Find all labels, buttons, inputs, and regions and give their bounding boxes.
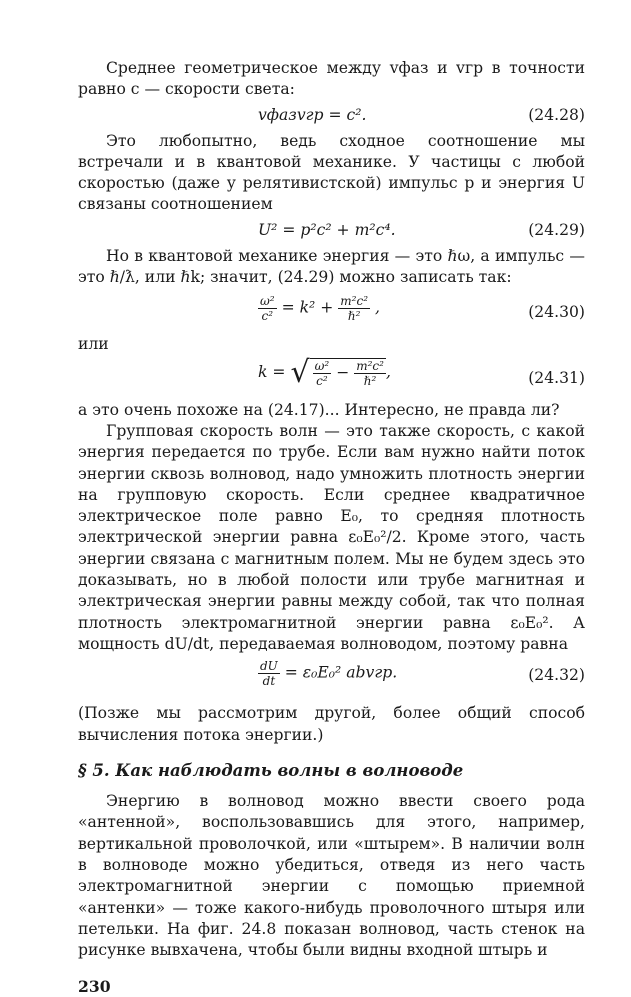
equation-24-32-number: (24.32) (528, 666, 585, 685)
paragraph-3: Но в квантовой механике энергия — это ℏω, а импульс — это ℏ/ƛ, или ℏk; значит, (24.29) можно записать так: (78, 246, 585, 287)
fraction-denominator: dt (262, 674, 276, 689)
minus-sign: − (336, 363, 350, 382)
sqrt-icon: √ (290, 354, 310, 390)
fraction-omega-c (258, 294, 277, 323)
fraction-denominator: ℏ² (347, 309, 361, 324)
equation-end: , (385, 362, 391, 381)
fraction-numerator: m²c² (356, 358, 384, 373)
fraction-denominator: ℏ² (363, 373, 377, 388)
fraction-numerator: ω² (260, 294, 275, 309)
equation-24-28-number: (24.28) (528, 105, 585, 124)
equation-24-29-formula: U² = p²c² + m²c⁴. (258, 220, 396, 239)
fraction-denominator: c² (316, 373, 328, 388)
equation-24-32 (78, 655, 585, 695)
fraction-mc-hbar (354, 359, 386, 388)
equation-24-30-number: (24.30) (528, 303, 585, 322)
equation-middle: = k² + (281, 298, 334, 317)
fraction-du-dt (258, 659, 280, 688)
fraction-numerator: ω² (314, 358, 330, 373)
equation-24-30-formula (258, 294, 380, 323)
equation-24-28 (78, 101, 585, 131)
equation-lhs: k = (258, 362, 286, 381)
paragraph-7: Энергию в волновод можно ввести своего рода «антенной», воспользовавшись для этого, например, вертикальной проволочкой, или «штырем». В наличии волн в волноводе можно убедиться, отведя из него часть электромагнитной энергии с помощью приемной «антенки» — тоже какого-нибудь проволочного штыря или петельки. На фиг. 24.8 показан волновод, часть стенок на рисунке вывхачена, чтобы были видны входной штырь и (78, 792, 585, 960)
or-word: или (78, 335, 109, 354)
fraction-mc-hbar (338, 294, 370, 323)
fraction-numerator: m²c² (340, 294, 369, 309)
equation-rhs: = ε₀E₀² abvгр. (284, 663, 398, 682)
fraction-omega-c (313, 359, 332, 388)
equation-24-31 (78, 356, 585, 400)
paragraph-4: а это очень похоже на (24.17)... Интересно, не правда ли? (78, 400, 560, 419)
paragraph-5: Групповая скорость волн — это также скорость, с какой энергия передается по трубе. Если вам нужно найти поток энергии сквозь волновод, надо умножить плотность энергии на групповую скорость. Если среднее квадратичное электрическое поле равно E₀, то средняя плотность электрической энергии равна ε₀E₀²/2. Кроме этого, часть энергии связана с магнитным полем. Мы не будем здесь это доказывать, но в любой полости или трубе магнитная и электрическая энергии равны между собой, так что полная плотность электромагнитной энергии равна ε₀E₀². А мощность dU/dt, передаваемая волноводом, поэтому равна (78, 421, 585, 653)
equation-24-31-number: (24.31) (528, 368, 585, 387)
equation-24-28-formula: vфазvгр = c². (258, 105, 367, 124)
equation-24-29 (78, 216, 585, 246)
fraction-numerator: dU (260, 659, 278, 674)
page-content (78, 58, 585, 997)
paragraph-1: Среднее геометрическое между vфаз и vгр в точности равно c — скорости света: (78, 59, 585, 99)
page-number: 230 (78, 976, 111, 996)
sqrt-radicand (310, 358, 386, 388)
paragraph-2: Это любопытно, ведь сходное соотношение мы встречали и в квантовой механике. У частицы с любой скоростью (даже у релятивистской) импульс p и энергия U связаны соотношением (78, 131, 585, 214)
equation-end: , (375, 298, 380, 317)
paragraph-6: (Позже мы рассмотрим другой, более общий способ вычисления потока энергии.) (78, 704, 585, 744)
equation-24-31-formula (258, 356, 391, 390)
equation-24-29-number: (24.29) (528, 220, 585, 239)
equation-24-30 (78, 288, 585, 334)
fraction-denominator: c² (261, 309, 274, 324)
section-heading: § 5. Как наблюдать волны в волноводе (78, 760, 464, 780)
equation-24-32-formula (258, 659, 397, 688)
